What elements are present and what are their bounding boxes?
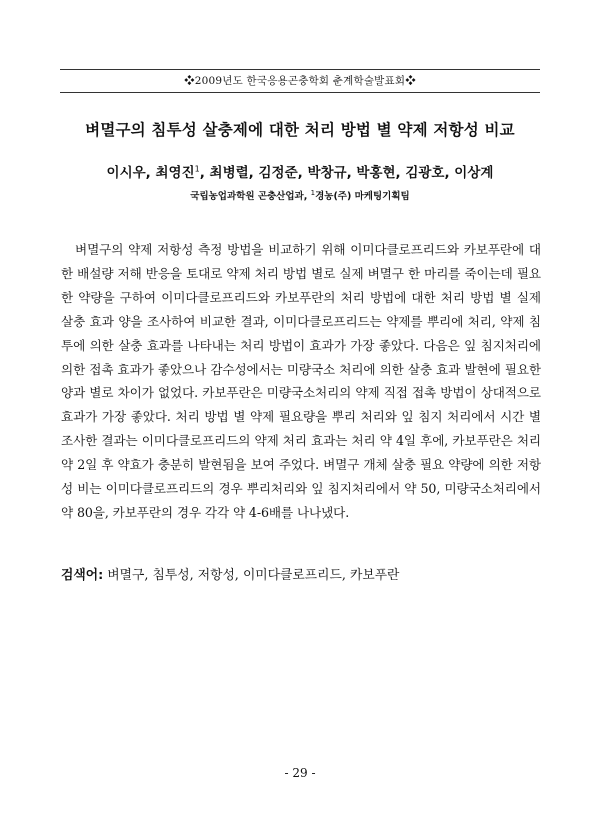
authors-first: 이시우, 최영진: [106, 165, 195, 181]
conference-header: ❖2009년도 한국응용곤충학회 춘계학술발표회❖: [184, 75, 416, 87]
author-affil-marker: 1: [194, 164, 200, 174]
keywords-terms: 벼멸구, 침투성, 저항성, 이미다클로프리드, 카보푸란: [107, 568, 400, 583]
affiliation-marker: 1: [310, 188, 316, 197]
keywords: [61, 566, 541, 586]
abstract-body: 벼멸구의 약제 저항성 측정 방법을 비교하기 위해 이미다클로프리드와 카보푸란에 대한 배설량 저해 반응을 토대로 약제 처리 방법 별로 실제 벼멸구 한 마리를 죽이는데 필요한 약량을 구하여 이미다클로프리드와 카보푸란의 처리 방법에 대한 처리 방법 별 실제 살충 효과 양을 조사하여 비교한 결과, 이미다클로프리드는 약제를 뿌리에 처리, 약제 침투에 의한 살충 효과를 나타내는 처리 방법이 효과가 가장 좋았다. 다음은 잎 침지처리에 의한 접촉 효과가 좋았으나 감수성에서는 미량국소 처리에 의한 살충 효과 발현에 필요한 양과 별로 차이가 없었다. 카보푸란은 미량국소처리의 약제 직접 접촉 방법이 상대적으로 효과가 가장 좋았다. 처리 방법 별 약제 필요량을 뿌리 처리와 잎 침지 처리에서 시간 별 조사한 결과는 이미다클로프리드의 약제 처리 효과는 처리 약 4일 후에, 카보푸란은 처리 약 2일 후 약효가 충분히 발현됨을 보여 주었다. 벼멸구 개체 살충 필요 약량에 의한 저항성 비는 이미다클로프리드의 경우 뿌리처리와 잎 침지처리에서 약 50, 미량국소처리에서 약 80을, 카보푸란의 경우 각각 약 4-6배를 나나냈다.: [61, 242, 541, 520]
keywords-label: 검색어:: [61, 568, 104, 583]
author-list: [40, 161, 560, 181]
affiliations: [40, 188, 560, 202]
affiliation-main: 국립농업과학원 곤충산업과,: [190, 191, 311, 202]
affiliation-second: 경농(주) 마케팅기획팀: [315, 191, 410, 202]
paper-title: 벼멸구의 침투성 살충제에 대한 처리 방법 별 약제 저항성 비교: [85, 121, 515, 139]
header-rule-bottom: [60, 92, 540, 93]
page-number: - 29 -: [284, 766, 316, 780]
header-rule-top: [60, 69, 540, 70]
authors-rest: , 최병렬, 김정준, 박창규, 박홍현, 김광호, 이상계: [199, 165, 494, 181]
